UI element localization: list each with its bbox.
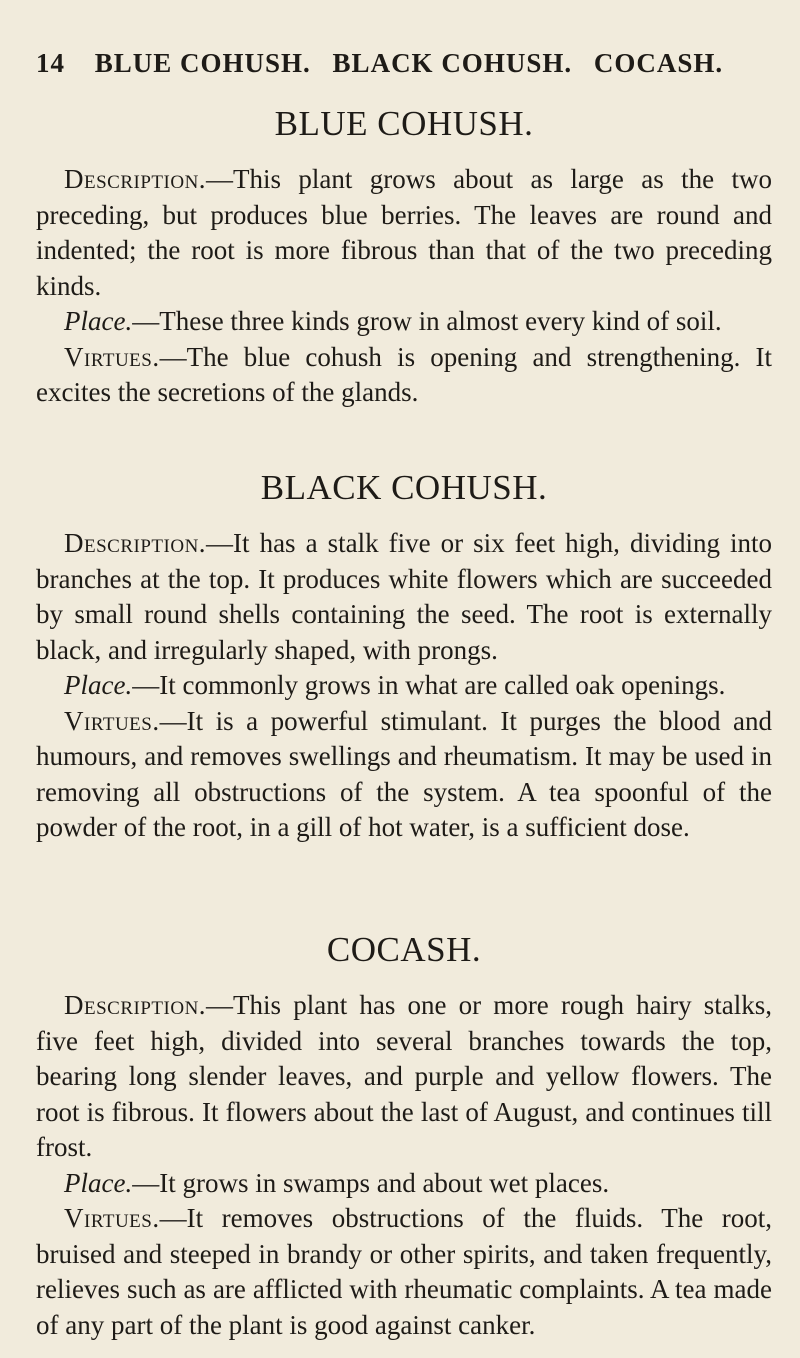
description-paragraph: [36, 988, 772, 1166]
virtues-paragraph: [36, 340, 772, 411]
section-cocash: [36, 930, 772, 1343]
place-paragraph: [36, 304, 772, 340]
paragraph-text: —This plant has one or more rough hairy stalks, five feet high, divided into several branches towards the top, bearing long slender leaves, and purple and yellow flowers. The root is fibrous. It flowers about the last of August, and continues till frost.: [36, 990, 772, 1162]
description-paragraph: [36, 526, 772, 668]
section-title: COCASH.: [326, 930, 482, 969]
paragraph-text: —It is a powerful stimulant. It purges the blood and humours, and removes swellings and rheumatism. It may be used in removing all obstructions of the system. A tea spoonful of the powder of the root, in a gill of hot water, is a sufficient dose.: [36, 705, 772, 842]
section-black-cohush: [36, 468, 772, 846]
running-head-title-3: COCASH.: [593, 48, 724, 78]
place-lead: Place.: [64, 306, 133, 336]
paragraph-text: —It commonly grows in what are called oak openings.: [132, 670, 726, 700]
running-head-title-2: BLACK COHUSH.: [332, 48, 573, 78]
virtues-paragraph: [36, 704, 772, 846]
virtues-lead: Virtues.: [64, 341, 160, 372]
virtues-lead: Virtues.: [64, 705, 160, 736]
running-head-title-1: BLUE COHUSH.: [94, 48, 311, 78]
place-lead: Place.: [64, 670, 133, 700]
paragraph-text: —It removes obstructions of the fluids. The root, bruised and steeped in brandy or other spirits, and taken frequently, relieves such as are afflicted with rheumatic complaints. A tea made of any part of the plant is good against canker.: [36, 1203, 772, 1340]
running-head: [36, 48, 772, 79]
place-lead: Place.: [64, 1167, 133, 1198]
place-paragraph: [36, 1166, 772, 1202]
description-lead: Description.: [64, 990, 207, 1020]
description-paragraph: [36, 162, 772, 304]
place-paragraph: [36, 668, 772, 704]
virtues-lead: Virtues.: [64, 1203, 160, 1233]
virtues-paragraph: [36, 1201, 772, 1343]
description-lead: Description.: [64, 528, 207, 558]
paragraph-text: —It has a stalk five or six feet high, dividing into branches at the top. It produces white flowers which are succeeded by small round shells containing the seed. The root is externally black, and irregularly shaped, with prongs.: [36, 528, 772, 665]
paragraph-text: —These three kinds grow in almost every kind of soil.: [132, 306, 722, 336]
section-blue-cohush: [36, 104, 772, 411]
paragraph-text: —This plant grows about as large as the two preceding, but produces blue berries. The leaves are round and indented; the root is more fibrous than that of the two preceding kinds.: [36, 164, 772, 301]
paragraph-text: —The blue cohush is opening and strengthening. It excites the secretions of the glands.: [36, 341, 772, 407]
section-title: BLACK COHUSH.: [260, 468, 548, 507]
paragraph-text: —It grows in swamps and about wet places.: [132, 1167, 610, 1198]
page-number: 14: [36, 48, 65, 78]
section-title: BLUE COHUSH.: [274, 104, 534, 143]
description-lead: Description.: [64, 164, 207, 194]
